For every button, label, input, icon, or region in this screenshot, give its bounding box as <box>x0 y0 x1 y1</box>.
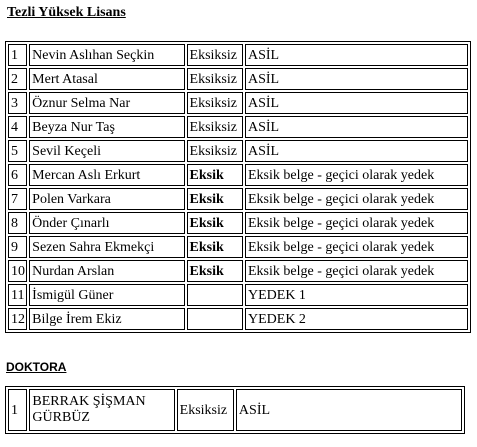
table-row <box>8 188 468 210</box>
table-row <box>8 140 468 162</box>
result-cell: YEDEK 2 <box>245 308 468 330</box>
applicant-name-cell: Polen Varkara <box>29 188 184 210</box>
result-cell: ASİL <box>236 389 462 431</box>
row-number-cell: 1 <box>8 44 27 66</box>
document-status-cell: Eksiksiz <box>187 116 243 138</box>
result-cell: Eksik belge - geçici olarak yedek <box>245 236 468 258</box>
result-cell: ASİL <box>245 44 468 66</box>
row-number-cell: 12 <box>8 308 27 330</box>
row-number-cell: 9 <box>8 236 27 258</box>
result-cell: Eksik belge - geçici olarak yedek <box>245 188 468 210</box>
row-number-cell: 10 <box>8 260 27 282</box>
masters-section-title: Tezli Yüksek Lisans <box>7 5 126 20</box>
result-cell: Eksik belge - geçici olarak yedek <box>245 164 468 186</box>
applicant-name-cell: Nevin Aslıhan Seçkin <box>29 44 184 66</box>
row-number-cell: 4 <box>8 116 27 138</box>
result-cell: YEDEK 1 <box>245 284 468 306</box>
result-cell: ASİL <box>245 116 468 138</box>
row-number-cell: 1 <box>8 389 27 431</box>
table-row <box>8 212 468 234</box>
document-status-cell <box>187 284 243 306</box>
applicant-name-cell: Mert Atasal <box>29 68 184 90</box>
result-cell: ASİL <box>245 140 468 162</box>
table-row <box>8 308 468 330</box>
applicant-name-cell: Mercan Aslı Erkurt <box>29 164 184 186</box>
table-row <box>8 92 468 114</box>
row-number-cell: 6 <box>8 164 27 186</box>
result-cell: Eksik belge - geçici olarak yedek <box>245 212 468 234</box>
document-status-cell: Eksik <box>187 260 243 282</box>
table-row <box>8 284 468 306</box>
document-status-cell: Eksiksiz <box>187 140 243 162</box>
table-row <box>8 389 462 431</box>
document-status-cell: Eksik <box>187 188 243 210</box>
row-number-cell: 3 <box>8 92 27 114</box>
applicant-name-cell: Sezen Sahra Ekmekçi <box>29 236 184 258</box>
result-cell: Eksik belge - geçici olarak yedek <box>245 260 468 282</box>
result-cell: ASİL <box>245 92 468 114</box>
applicant-name-cell: BERRAK ŞİŞMAN GÜRBÜZ <box>29 389 174 431</box>
document-status-cell: Eksik <box>187 212 243 234</box>
table-row <box>8 236 468 258</box>
document-status-cell <box>187 308 243 330</box>
row-number-cell: 7 <box>8 188 27 210</box>
applicant-name-cell: Nurdan Arslan <box>29 260 184 282</box>
row-number-cell: 8 <box>8 212 27 234</box>
row-number-cell: 2 <box>8 68 27 90</box>
document-status-cell: Eksiksiz <box>187 92 243 114</box>
row-number-cell: 11 <box>8 284 27 306</box>
document-status-cell: Eksiksiz <box>187 68 243 90</box>
document-status-cell: Eksik <box>187 164 243 186</box>
applicant-name-cell: İsmigül Güner <box>29 284 184 306</box>
table-row <box>8 164 468 186</box>
applicant-name-cell: Öznur Selma Nar <box>29 92 184 114</box>
masters-results-table <box>5 41 471 333</box>
table-row <box>8 68 468 90</box>
doctorate-section-title: DOKTORA <box>6 360 67 374</box>
table-row <box>8 44 468 66</box>
table-row <box>8 260 468 282</box>
result-cell: ASİL <box>245 68 468 90</box>
applicant-name-cell: Önder Çınarlı <box>29 212 184 234</box>
applicant-name-cell: Sevil Keçeli <box>29 140 184 162</box>
table-row <box>8 116 468 138</box>
row-number-cell: 5 <box>8 140 27 162</box>
document-status-cell: Eksiksiz <box>187 44 243 66</box>
document-status-cell: Eksiksiz <box>177 389 234 431</box>
document-status-cell: Eksik <box>187 236 243 258</box>
applicant-name-cell: Bilge İrem Ekiz <box>29 308 184 330</box>
doctorate-results-table <box>5 386 465 434</box>
applicant-name-cell: Beyza Nur Taş <box>29 116 184 138</box>
